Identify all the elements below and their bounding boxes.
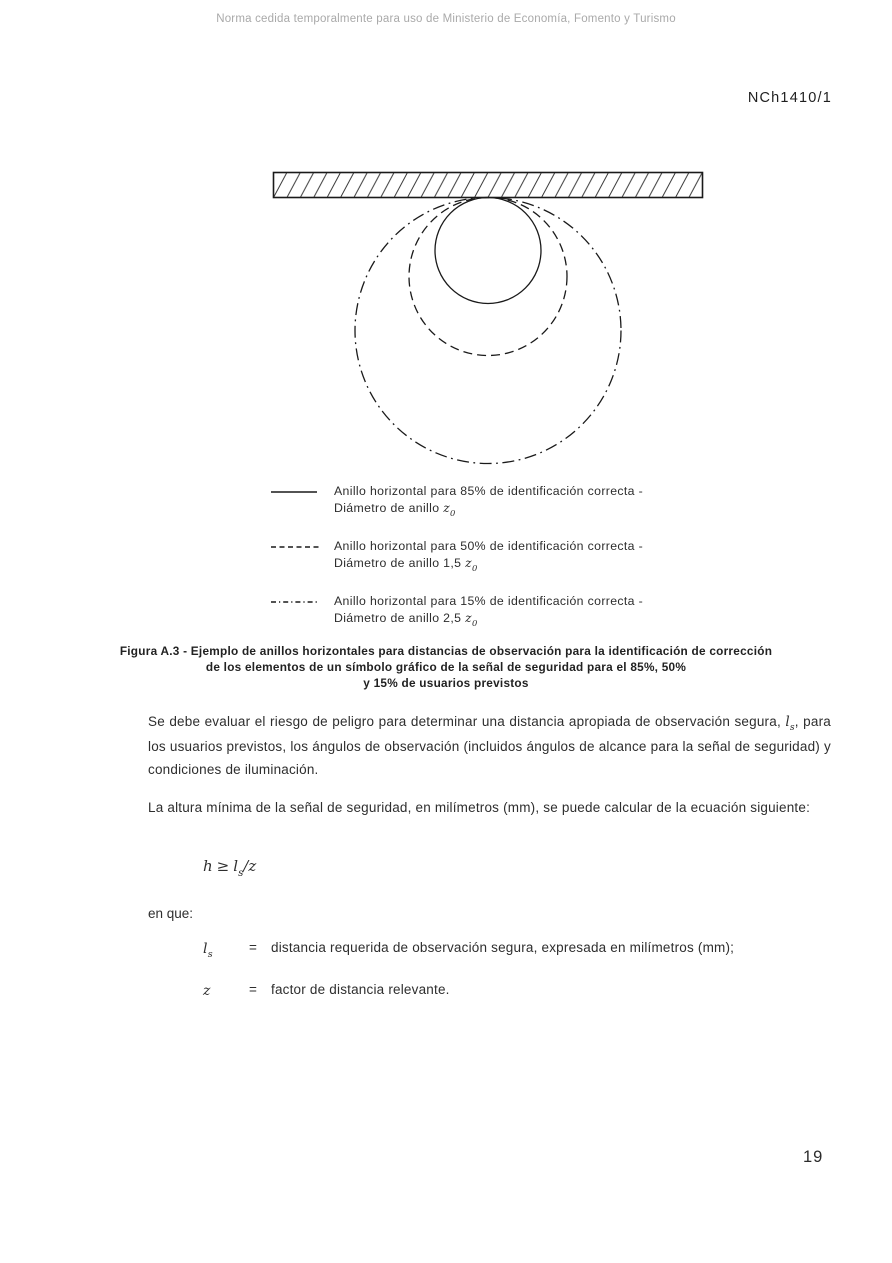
figure-caption [60,643,832,691]
where-label: en que: [148,906,194,921]
legend-text [334,483,643,518]
figure-caption-line3: y 15% de usuarios previstos [363,676,529,690]
definition-ls [203,939,833,960]
dashed-line-sample-icon [270,544,320,550]
ring-15-percent [355,198,621,464]
equation-rhs: /z [243,857,257,875]
legend-item-85 [270,483,700,518]
ls-symbol: l [203,941,208,957]
legend-item-15 [270,593,700,628]
legend-item-50 [270,538,700,573]
safe-distance-symbol: l [785,714,790,730]
standard-number: NCh1410/1 [747,90,832,106]
equation-numerator: l [233,857,239,875]
ring-diameter-subscript: 0 [471,617,478,628]
definition-symbol [203,939,249,960]
page-number: 19 [803,1148,824,1166]
ring-diameter-subscript: 0 [471,562,478,573]
definition-text: factor de distancia relevante. [271,982,450,997]
ring-50-percent [409,198,567,356]
height-equation [203,857,257,879]
figure-legend [270,483,700,648]
legend-line2-prefix: Diámetro de anillo 2,5 [334,611,466,625]
safe-distance-subscript: s [789,722,795,734]
paragraph-text: Se debe evaluar el riesgo de peligro para determinar una distancia apropiada de observación segura, [148,714,786,729]
paragraph-min-height: La altura mínima de la señal de seguridad, en milímetros (mm), se puede calcular de la ecuación siguiente: [148,800,811,815]
definition-text: distancia requerida de observación segura, expresada en milímetros (mm); [271,940,735,955]
hatched-ceiling-bar [274,173,703,198]
dash-dot-line-sample-icon [270,599,320,605]
ring-85-percent [435,198,541,304]
legend-line2-prefix: Diámetro de anillo 1,5 [334,556,466,570]
paragraph-risk-evaluation [148,710,831,781]
ring-diameter-subscript: 0 [450,507,456,518]
greater-equal-sign: ≥ [216,857,230,875]
figure-diagram [250,164,730,476]
equation-numerator-subscript: s [238,867,244,879]
legend-text [334,538,643,573]
ring-diameter-symbol: z [465,556,472,570]
legend-line1: Anillo horizontal para 85% de identificación correcta - [334,484,644,498]
figure-caption-line2: de los elementos de un símbolo gráfico de la señal de seguridad para el 85%, 50% [205,660,687,674]
definition-symbol [203,981,249,1002]
legend-line1: Anillo horizontal para 50% de identificación correcta - [334,539,644,553]
definition-z [203,981,833,1002]
equals-sign: = [249,982,258,997]
header-watermark-note: Norma cedida temporalmente para uso de Ministerio de Economía, Fomento y Turismo [216,13,676,25]
z-symbol: z [203,983,211,999]
solid-line-sample-icon [270,489,320,495]
ls-subscript: s [207,949,213,961]
ring-diameter-symbol: z [465,611,472,625]
equals-sign: = [249,940,258,955]
legend-line2-prefix: Diámetro de anillo [334,501,444,515]
equation-lhs: h [203,857,213,875]
figure-caption-line1: Figura A.3 - Ejemplo de anillos horizontales para distancias de observación para la identificación de corrección [119,644,773,658]
legend-line1: Anillo horizontal para 15% de identificación correcta - [334,594,644,608]
legend-text [334,593,643,628]
ring-diameter-symbol: z [443,501,451,515]
paragraph-text: , para los usuarios previstos, los ángulos de observación (incluidos ángulos de alcance para la señal de seguridad) y condiciones de iluminación. [148,714,831,777]
